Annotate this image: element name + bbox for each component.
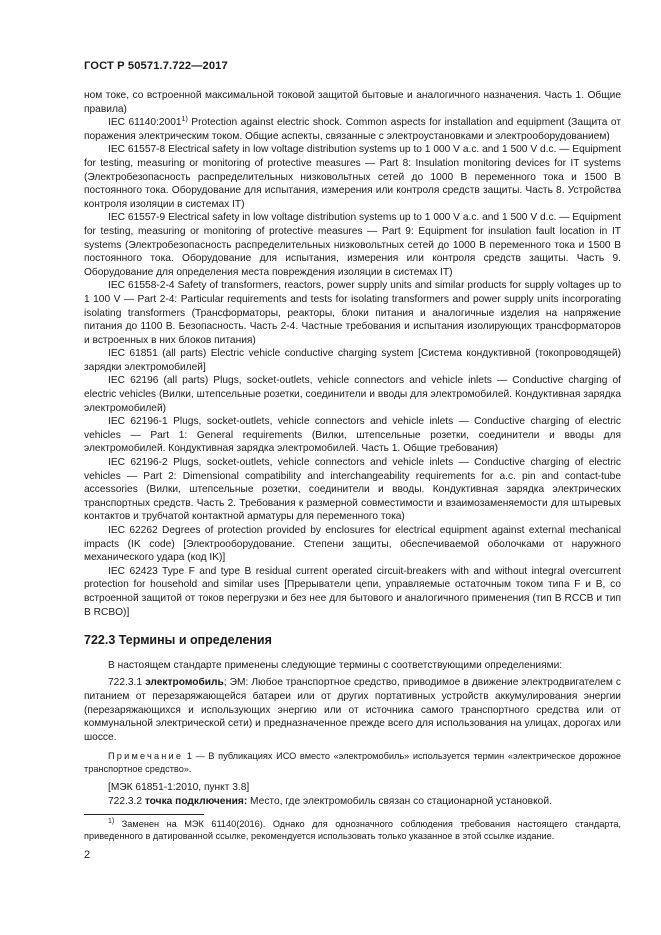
reference-code: IEC 61140:2001: [108, 117, 182, 129]
paragraph: ном токе, со встроенной максимальной токовой защитой бытовые и аналогичного назначения. Часть 1. Общие правила): [84, 90, 621, 115]
page-number: 2: [84, 849, 91, 861]
note-label: Примечание: [108, 751, 184, 762]
paragraph: IEC 62196-1 Plugs, socket-outlets, vehicle connectors and vehicle inlets — Conductive charging of electric vehicles — Part 1: General requirements (Вилки, штепсельные розетки, соединители и вводы для электромобилей. Кондуктивная зарядка электромобилей. Часть 1. Общие требования): [84, 416, 621, 455]
reference-title: Protection against electric shock. Common aspects for installation and equipment (Защита от поражения электрическим током. Общие аспекты, связанные с электроустановками и электрооборудованием): [84, 117, 621, 142]
term-text: ; ЭМ: Любое транспортное средство, приводимое в движение электродвигателем с питанием от перезаряжающейся батареи или от других портативных устройств аккумулирования энергии (перезаряжающихся и использующих энергию или от источника самого транспортного средства или от коммунальной электрической сети) и предназначенное прежде всего для использования на улицах, дорогах или шоссе.: [84, 677, 621, 743]
paragraph: IEC 62196 (all parts) Plugs, socket-outlets, vehicle connectors and vehicle inlets — Conductive charging of electric vehicles (Вилки, штепсельные розетки, соединители и вводы для электромобилей. Кондуктивная зарядка электромобилей): [84, 375, 621, 414]
paragraph: IEC 61557-9 Electrical safety in low voltage distribution systems up to 1 000 V a.c. and 1 500 V d.c. — Equipment for testing, measuring or monitoring of protective measures — Part 9: Equipment for insulation fault location in IT systems (Электробезопасность распределительных низковольтных сетей до 1000 В переменного тока и 1500 В постоянного тока. Оборудование для испытания, измерения или контроля средств защиты. Часть 9. Оборудование для определения места повреждения изоляции в системах IT): [84, 212, 621, 278]
document-body: [84, 89, 621, 808]
term-text: Место, где электромобиль связан со стационарной установкой.: [247, 795, 552, 807]
footnote-reference: 1): [181, 116, 188, 124]
section-intro: В настоящем стандарте применены следующие термины с соответствующими определениями:: [108, 659, 563, 671]
paragraph: IEC 61851 (all parts) Electric vehicle conductive charging system [Система кондуктивной (токопроводящей) зарядки электромобилей]: [84, 348, 621, 373]
footnote: [84, 818, 621, 842]
term-number: 722.3.1: [108, 677, 146, 689]
source-reference: [МЭК 61851-1:2010, пункт 3.8]: [108, 782, 250, 794]
section-title: 722.3 Термины и определения: [84, 633, 272, 648]
paragraph: IEC 62196-2 Plugs, socket-outlets, vehicle connectors and vehicle inlets — Conductive charging of electric vehicles — Part 2: Dimensional compatibility and interchangeability requirements for a.c. pin and contact-tube accessories (Вилки, штепсельные розетки, соединители и вводы. Кондуктивная зарядка электрических транспортных средств. Часть 2. Требования к размерной совместимости и взаимозаменяемости для штыревых контактов и трубчатой контактной арматуры для переменного тока): [84, 457, 621, 523]
term-name: точка подключения:: [144, 795, 248, 807]
paragraph: IEC 61558-2-4 Safety of transformers, reactors, power supply units and similar products for supply voltages up to 1 100 V — Part 2-4: Particular requirements and tests for isolating transformers and power supply units incorporating isolating transformers (Трансформаторы, реакторы, блоки питания и аналогичные изделия на напряжение питания до 1100 В. Безопасность. Часть 2-4. Частные требования и испытания изолирующих трансформаторов и встроенных в них блоков питания): [84, 280, 621, 346]
note: [84, 750, 621, 775]
footnote-mark: 1): [108, 818, 115, 825]
term-number: 722.3.2: [108, 795, 145, 807]
paragraph: IEC 62262 Degrees of protection provided by enclosures for electrical equipment against external mechanical impacts (IK code) [Электрооборудование. Степени защиты, обеспечиваемой оболочками от наружного механического удара (код IK)]: [84, 525, 621, 564]
term-name: электромобиль: [145, 677, 224, 689]
term-definition: [84, 795, 621, 809]
term-definition: [84, 676, 621, 744]
paragraph: IEC 62423 Type F and type B residual current operated circuit-breakers with and without integral overcurrent protection for household and similar uses [Прерыватели цепи, управляемые остаточным током типа F и B, со встроенной защитой от токов перегрузки и без нее для бытового и аналогичного применения (тип B RCCB и тип B RCBO)]: [84, 565, 621, 618]
paragraph: [84, 116, 621, 143]
note-text: 1 — В публикациях ИСО вместо «электромобиль» используется термин «электрическое дорожное транспортное средство».: [84, 751, 621, 774]
paragraph: IEC 61557-8 Electrical safety in low voltage distribution systems up to 1 000 V a.c. and 1 500 V d.c. — Equipment for testing, measuring or monitoring of protective measures — Part 8: Insulation monitoring devices for IT systems (Электробезопасность распределительных низковольтных сетей до 1000 В переменного тока и 1500 В постоянного тока. Оборудование для испытания, измерения или контроля средств защиты. Часть 8. Устройства контроля изоляции в системах IT): [84, 144, 621, 210]
page-header: ГОСТ Р 50571.7.722—2017: [84, 60, 228, 72]
footnote-text: Заменен на МЭК 61140(2016). Однако для однозначного соблюдения требования настоящего стандарта, приведенного в датированной ссылке, рекомендуется использовать только указанное в этой ссылке издание.: [84, 819, 621, 842]
footnote-divider: [84, 814, 204, 815]
